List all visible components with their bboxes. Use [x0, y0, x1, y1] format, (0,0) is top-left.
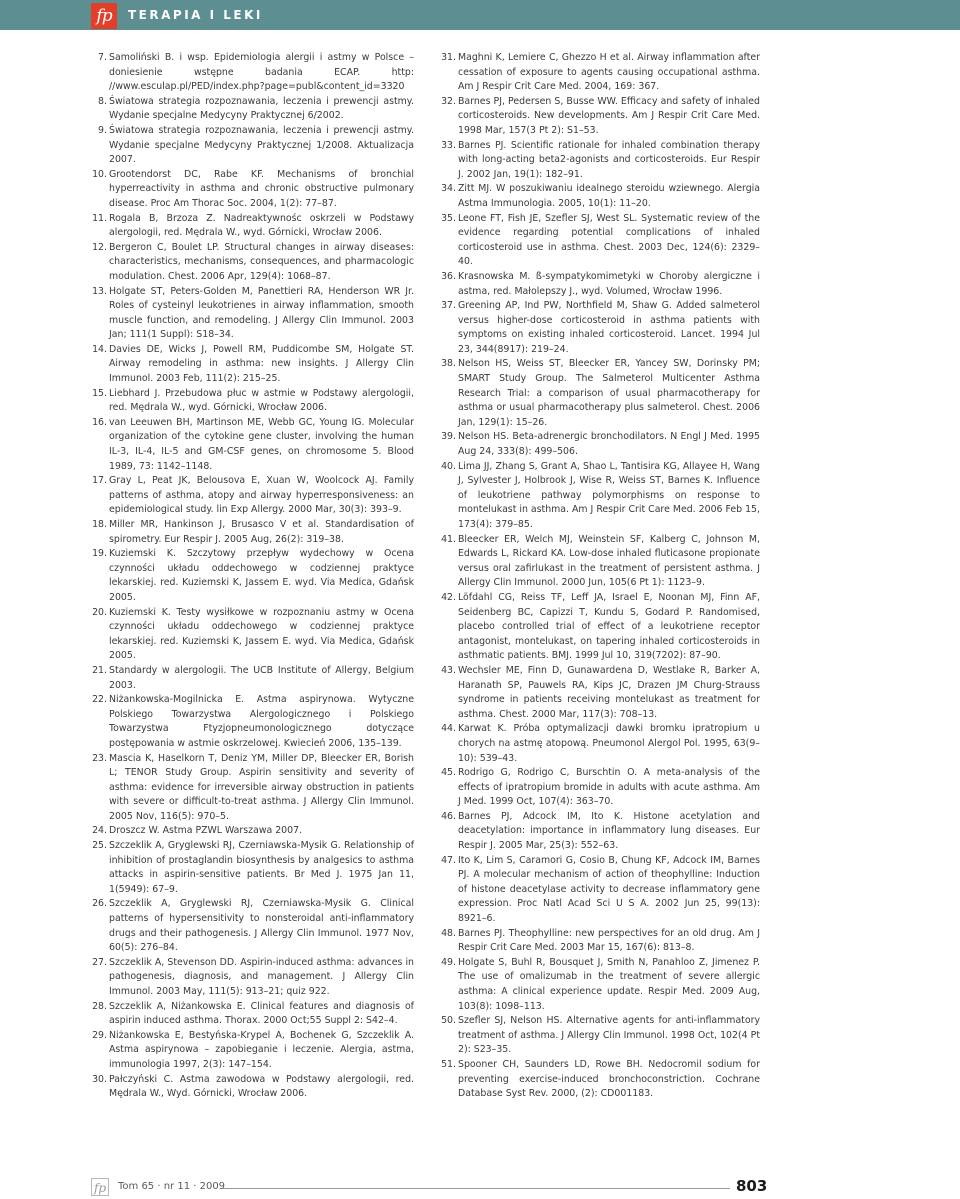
reference-number: 34. [441, 183, 456, 195]
reference-number: 44. [441, 723, 456, 735]
reference-text: Kuziemski K. Szczytowy przepływ wydechowy w Ocena czynności układu oddechowego w codziennej praktyce lekarskiej. red. Kuziemski K, Jassem E. wyd. Via Medica, Gdańsk 2005. [109, 548, 414, 603]
reference-text: Liebhard J. Przebudowa płuc w astmie w Podstawy alergologii, red. Mędrala W., wyd. Górnicki, Wrocław 2006. [109, 387, 414, 414]
reference-text: Greening AP, Ind PW, Northfield M, Shaw G. Added salmeterol versus higher-dose corticosteroid in asthma patients with symptoms on existing inhaled corticosteroid. Lancet. 1994 Jul 23, 344(8917): 219–24. [458, 300, 760, 355]
page-number: 803 [736, 1177, 768, 1195]
reference-number: 51. [441, 1058, 456, 1070]
reference-number: 9. [98, 124, 107, 136]
reference-item [440, 956, 760, 1014]
reference-item [440, 95, 760, 139]
reference-item [91, 95, 414, 124]
reference-number: 43. [441, 664, 456, 676]
reference-text: Nelson HS. Beta-adrenergic bronchodilators. N Engl J Med. 1995 Aug 24, 333(8): 499–506. [458, 431, 760, 458]
reference-item [91, 285, 414, 343]
reference-item [440, 1014, 760, 1058]
reference-number: 46. [441, 810, 456, 822]
reference-item [91, 51, 414, 95]
reference-number: 18. [92, 519, 107, 530]
reference-number: 13. [92, 285, 107, 297]
reference-number: 24. [92, 825, 107, 837]
journal-logo: fp [91, 3, 117, 29]
reference-number: 28. [92, 1000, 107, 1012]
footer-rule [222, 1188, 730, 1189]
reference-item [91, 212, 414, 241]
reference-item [91, 752, 414, 825]
reference-number: 45. [441, 767, 456, 779]
reference-text: Davies DE, Wicks J, Powell RM, Puddicombe SM, Holgate ST. Airway remodeling in asthma: new insights. J Allergy Clin Immunol. 2003 Feb, 111(2): 215–25. [109, 343, 414, 385]
reference-text: Światowa strategia rozpoznawania, leczenia i prewencji astmy. Wydanie specjalne Medycyny Praktycznej 6/2002. [109, 95, 414, 122]
reference-item [91, 897, 414, 955]
reference-item [440, 766, 760, 810]
reference-number: 38. [441, 358, 456, 370]
reference-text: Krasnowska M. ß-sympatykomimetyki w Choroby alergiczne i astma, red. Małolepszy J., wyd. Volumed, Wrocław 1996. [458, 270, 760, 297]
reference-number: 47. [441, 854, 456, 866]
reference-text: Zitt MJ. W poszukiwaniu idealnego steroidu wziewnego. Alergia Astma Immunologia. 2005, 10(1): 11–20. [458, 183, 760, 209]
reference-number: 33. [441, 139, 456, 151]
reference-text: Droszcz W. Astma PZWL Warszawa 2007. [109, 825, 303, 837]
reference-number: 40. [441, 460, 456, 472]
reference-text: Rodrigo G, Rodrigo C, Burschtin O. A meta-analysis of the effects of ipratropium bromide in adults with acute asthma. Am J Med. 1999 Oct, 107(4): 363–70. [458, 767, 760, 808]
reference-number: 42. [441, 591, 456, 603]
reference-text: Szczeklik A, Stevenson DD. Aspirin-induced asthma: advances in pathogenesis, diagnosis, and management. J Allergy Clin Immunol. 2003 May, 111(5): 913–21; quiz 922. [109, 956, 414, 997]
reference-text: Holgate S, Buhl R, Bousquet J, Smith N, Panahloo Z, Jimenez P. The use of omalizumab in the treatment of severe allergic asthma: A clinical experience update. Respir Med. 2009 Aug, 103(8): 1098–113. [458, 956, 760, 1012]
reference-text: Barnes PJ. Theophylline: new perspectives for an old drug. Am J Respir Crit Care Med. 2003 Mar 15, 167(6): 813–8. [458, 927, 760, 954]
reference-text: Szczeklik A, Niżankowska E. Clinical features and diagnosis of aspirin induced asthma. Thorax. 2000 Oct;55 Suppl 2: S42–4. [109, 1000, 414, 1027]
reference-number: 19. [92, 548, 107, 560]
reference-number: 17. [92, 475, 107, 487]
references-left-column [91, 51, 414, 1102]
reference-item [91, 1073, 414, 1102]
reference-number: 22. [92, 694, 107, 706]
reference-text: Nelson HS, Weiss ST, Bleecker ER, Yancey SW, Dorinsky PM; SMART Study Group. The Salmeterol Multicenter Asthma Research Trial: a comparison of usual pharmacotherapy for asthma or usual pharmacotherapy plus salmeterol. Chest. 2006 Jan, 129(1): 15–26. [458, 358, 760, 428]
reference-item [91, 839, 414, 897]
reference-text: Maghni K, Lemiere C, Ghezzo H et al. Airway inflammation after cessation of exposure to agents causing occupational asthma. Am J Respir Crit Care Med. 2004, 169: 367. [458, 52, 760, 93]
reference-item [91, 693, 414, 751]
reference-item [91, 824, 414, 839]
reference-item [440, 212, 760, 270]
reference-item [91, 241, 414, 285]
reference-text: Rogala B, Brzoza Z. Nadreaktywnośc oskrzeli w Podstawy alergologii, red. Mędrala W., wyd. Górnicki, Wrocław 2006. [109, 212, 414, 239]
reference-item [91, 474, 414, 518]
reference-item [440, 591, 760, 664]
reference-number: 35. [441, 212, 456, 224]
reference-item [440, 854, 760, 927]
reference-text: Barnes PJ, Adcock IM, Ito K. Histone acetylation and deacetylation: importance in inflammatory lung diseases. Eur Respir J. 2005 Mar, 25(3): 552–63. [458, 810, 760, 852]
reference-number: 16. [92, 416, 107, 428]
reference-text: Szczeklik A, Gryglewski RJ, Czerniawska-Mysik G. Relationship of inhibition of prostaglandin biosynthesis by analgesics to asthma attacks in aspirin-sensitive patients. Br Med J. 1975 Jan 11, 1(5949): 67–9. [109, 840, 414, 895]
reference-number: 39. [441, 431, 456, 443]
reference-number: 32. [441, 95, 456, 107]
reference-text: Miller MR, Hankinson J, Brusasco V et al. Standardisation of spirometry. Eur Respir J. 2005 Aug, 26(2): 319–38. [109, 519, 414, 545]
reference-text: Lima JJ, Zhang S, Grant A, Shao L, Tantisira KG, Allayee H, Wang J, Sylvester J, Holbrook J, Wise R, Weiss ST, Barnes K. Influence of leukotriene pathway polymorphisms on response to montelukast in asthma. Am J Respir Crit Care Med. 2006 Feb 15, 173(4): 379–85. [458, 460, 760, 530]
reference-item [440, 51, 760, 95]
reference-item [91, 518, 414, 547]
reference-text: Grootendorst DC, Rabe KF. Mechanisms of bronchial hyperreactivity in asthma and chronic obstructive pulmonary disease. Proc Am Thorac Soc. 2004, 1(2): 77–87. [109, 168, 414, 209]
reference-number: 41. [441, 533, 456, 545]
reference-item [440, 139, 760, 183]
reference-number: 15. [92, 387, 107, 399]
reference-item [440, 927, 760, 956]
reference-item [440, 664, 760, 722]
reference-text: Niżankowska E, Bestyńska-Krypel A, Bochenek G, Szczeklik A. Astma aspirynowa – zapobieganie i leczenie. Alergia, astma, immunologia 1997, 2(3): 147–154. [109, 1029, 414, 1070]
reference-number: 50. [441, 1015, 456, 1027]
reference-text: Samoliński B. i wsp. Epidemiologia alergii i astmy w Polsce – doniesienie wstępne badania ECAP. http: //www.esculap.pl/PED/index.php?page=publ&content_id=3320 [109, 52, 414, 93]
footer-logo: fp [91, 1178, 109, 1196]
reference-text: Wechsler ME, Finn D, Gunawardena D, Westlake R, Barker A, Haranath SP, Pauwels RA, Kips JC, Drazen JM Churg-Strauss syndrome in patients receiving montelukast as treatment for asthma. Chest. 2000 Mar, 117(3): 708–13. [458, 664, 760, 720]
reference-item [440, 810, 760, 854]
issue-info: Tom 65 · nr 11 · 2009 [118, 1181, 226, 1192]
reference-number: 11. [92, 212, 107, 224]
reference-number: 48. [441, 927, 456, 939]
reference-item [91, 416, 414, 474]
reference-text: Szefler SJ, Nelson HS. Alternative agents for anti-inflammatory treatment of asthma. J Allergy Clin Immunol. 1998 Oct, 102(4 Pt 2): S23–35. [458, 1015, 760, 1056]
reference-text: Leone FT, Fish JE, Szefler SJ, West SL. Systematic review of the evidence regarding potential complications of inhaled corticosteroid use in asthma. Chest. 2003 Dec, 124(6): 2329–40. [458, 212, 760, 268]
reference-number: 30. [92, 1073, 107, 1085]
reference-text: van Leeuwen BH, Martinson ME, Webb GC, Young IG. Molecular organization of the cytokine gene cluster, involving the human IL-3, IL-4, IL-5 and GM-CSF genes, on chromosome 5. Blood 1989, 73: 1142–1148. [109, 416, 414, 472]
reference-number: 12. [92, 241, 107, 253]
section-title: TERAPIA I LEKI [128, 8, 263, 22]
reference-item [91, 343, 414, 387]
reference-item [91, 387, 414, 416]
reference-item [440, 270, 760, 299]
reference-item [440, 1058, 760, 1102]
reference-item [91, 547, 414, 605]
reference-text: Löfdahl CG, Reiss TF, Leff JA, Israel E, Noonan MJ, Finn AF, Seidenberg BC, Capizzi T, Kundu S, Godard P. Randomised, placebo controlled trial of effect of a leukotriene receptor antagonist, montelukast, on tapering inhaled corticosteroids in asthmatic patients. BMJ. 1999 Jul 10, 319(7202): 87–90. [458, 591, 760, 662]
reference-number: 10. [92, 168, 107, 180]
reference-text: Holgate ST, Peters-Golden M, Panettieri RA, Henderson WR Jr. Roles of cysteinyl leukotrienes in airway inflammation, smooth muscle function, and remodeling. J Allergy Clin Immunol. 2003 Jan; 111(1 Suppl): S18–34. [109, 285, 414, 341]
reference-item [91, 168, 414, 212]
reference-text: Niżankowska-Mogilnicka E. Astma aspirynowa. Wytyczne Polskiego Towarzystwa Alergologicznego i Polskiego Towarzystwa Ftyzjopneumonologicznego dotyczące postępowania w astmie oskrzelowej. Kwiecień 2006, 135–139. [109, 694, 414, 749]
reference-item [91, 124, 414, 168]
reference-text: Gray L, Peat JK, Belousova E, Xuan W, Woolcock AJ. Family patterns of asthma, atopy and airway hyperresponsiveness: an epidemiological study. lin Exp Allergy. 2000 Mar, 30(3): 393–9. [109, 475, 414, 516]
reference-number: 21. [92, 664, 107, 676]
reference-item [91, 664, 414, 693]
reference-text: Szczeklik A, Gryglewski RJ, Czerniawska-Mysik G. Clinical patterns of hypersensitivity to nonsteroidal anti-inflammatory drugs and their pathogenesis. J Allergy Clin Immunol. 1977 Nov, 60(5): 276–84. [109, 898, 414, 954]
reference-number: 14. [92, 343, 107, 355]
references-right-column [440, 51, 760, 1102]
reference-number: 25. [92, 840, 107, 852]
reference-item [91, 956, 414, 1000]
reference-text: Standardy w alergologii. The UCB Institute of Allergy, Belgium 2003. [109, 664, 414, 691]
reference-item [91, 1029, 414, 1073]
reference-text: Spooner CH, Saunders LD, Rowe BH. Nedocromil sodium for preventing exercise-induced bronchoconstriction. Cochrane Database Syst Rev. 2000, (2): CD001183. [458, 1058, 760, 1100]
reference-text: Światowa strategia rozpoznawania, leczenia i prewencji astmy. Wydanie specjalne Medycyny Praktycznej 1/2008. Aktualizacja 2007. [109, 124, 414, 166]
reference-number: 8. [98, 95, 107, 107]
reference-item [440, 533, 760, 591]
reference-text: Mascia K, Haselkorn T, Deniz YM, Miller DP, Bleecker ER, Borish L; TENOR Study Group. Aspirin sensitivity and severity of asthma: evidence for irreversible airway obstruction in patients with severe or difficult-to-treat asthma. J Allergy Clin Immunol. 2005 Nov, 116(5): 970–5. [109, 752, 414, 822]
reference-item [440, 460, 760, 533]
reference-text: Bleecker ER, Welch MJ, Weinstein SF, Kalberg C, Johnson M, Edwards L, Rickard KA. Low-dose inhaled fluticasone propionate versus oral zafirlukast in the treatment of persistent asthma. J Allergy Clin Immunol. 2000 Jun, 105(6 Pt 1): 1123–9. [458, 533, 760, 589]
reference-number: 29. [92, 1029, 107, 1041]
reference-number: 36. [441, 270, 456, 282]
reference-text: Barnes PJ. Scientific rationale for inhaled combination therapy with long-acting beta2-agonists and corticosteroids. Eur Respir J. 2002 Jan, 19(1): 182–91. [458, 139, 760, 180]
reference-text: Kuziemski K. Testy wysiłkowe w rozpoznaniu astmy w Ocena czynności układu oddechowego w codziennej praktyce lekarskiej. red. Kuziemski K, Jassem E. wyd. Via Medica, Gdańsk 2005. [109, 606, 414, 662]
reference-number: 49. [441, 956, 456, 968]
reference-item [440, 357, 760, 430]
reference-text: Barnes PJ, Pedersen S, Busse WW. Efficacy and safety of inhaled corticosteroids. New developments. Am J Respir Crit Care Med. 1998 Mar, 157(3 Pt 2): S1–53. [458, 95, 760, 136]
reference-item [91, 606, 414, 664]
reference-number: 27. [92, 956, 107, 968]
reference-number: 7. [98, 52, 107, 63]
reference-item [91, 1000, 414, 1029]
reference-item [440, 182, 760, 211]
reference-text: Ito K, Lim S, Caramori G, Cosio B, Chung KF, Adcock IM, Barnes PJ. A molecular mechanism of action of theophylline: Induction of histone deacetylase activity to decrease inflammatory gene expression. Proc Natl Acad Sci U S A. 2002 Jun 25, 99(13): 8921–6. [458, 854, 760, 925]
reference-item [440, 299, 760, 357]
reference-number: 37. [441, 300, 456, 312]
reference-number: 31. [441, 52, 456, 63]
reference-item [440, 430, 760, 459]
reference-number: 26. [92, 898, 107, 910]
reference-item [440, 722, 760, 766]
reference-text: Pałczyński C. Astma zawodowa w Podstawy alergologii, red. Mędrala W., Wyd. Górnicki, Wrocław 2006. [109, 1073, 414, 1100]
reference-number: 20. [92, 606, 107, 618]
reference-text: Bergeron C, Boulet LP. Structural changes in airway diseases: characteristics, mechanisms, consequences, and pharmacologic modulation. Chest. 2006 Apr, 129(4): 1068–87. [109, 241, 414, 282]
reference-text: Karwat K. Próba optymalizacji dawki bromku ipratropium u chorych na astmę atopową. Pneumonol Alergol Pol. 1995, 63(9–10): 539–43. [458, 723, 760, 764]
reference-number: 23. [92, 752, 107, 764]
